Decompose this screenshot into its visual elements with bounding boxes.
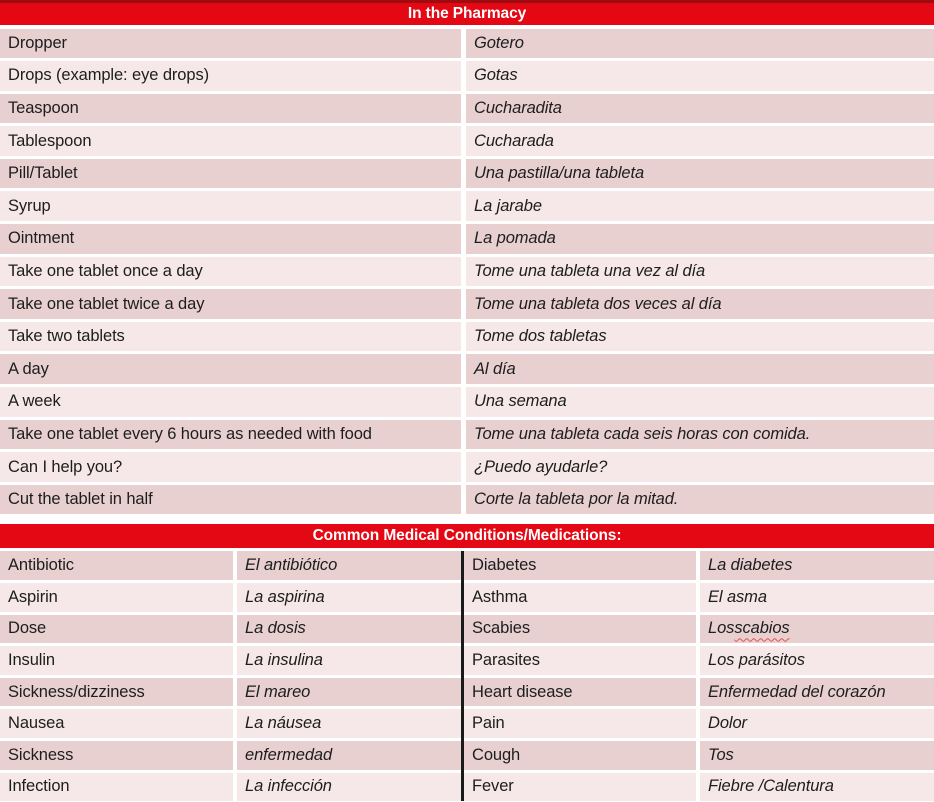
table-row (0, 191, 934, 221)
spanish-term: Dolor (700, 709, 934, 738)
spanish-term: Una pastilla/una tableta (466, 159, 934, 189)
english-term: Fever (464, 773, 696, 802)
spanish-term: Tome una tableta una vez al día (466, 257, 934, 287)
medical-table-rows (0, 551, 934, 801)
spanish-term: La náusea (237, 709, 461, 738)
english-term: Take two tablets (0, 322, 461, 352)
table-row (0, 773, 934, 802)
spanish-term: Enfermedad del corazón (700, 678, 934, 707)
english-term: Take one tablet once a day (0, 257, 461, 287)
table-row (0, 646, 934, 675)
spanish-term: El mareo (237, 678, 461, 707)
medical-table (0, 524, 934, 801)
medical-table-header (0, 524, 934, 548)
table-row (0, 159, 934, 189)
table-row (0, 485, 934, 515)
english-term: A week (0, 387, 461, 417)
english-term: Dose (0, 615, 233, 644)
english-term: A day (0, 354, 461, 384)
english-term: Heart disease (464, 678, 696, 707)
english-term: Asthma (464, 583, 696, 612)
english-term: Dropper (0, 29, 461, 59)
english-term: Syrup (0, 191, 461, 221)
column-divider-line (461, 551, 464, 801)
english-term: Ointment (0, 224, 461, 254)
table-row (0, 583, 934, 612)
english-term: Diabetes (464, 551, 696, 580)
table-row (0, 322, 934, 352)
spanish-term (700, 615, 934, 644)
pharmacy-table-header (0, 0, 934, 25)
spanish-term: La aspirina (237, 583, 461, 612)
table-row (0, 257, 934, 287)
english-term: Sickness (0, 741, 233, 770)
table-row (0, 289, 934, 319)
spanish-term: La insulina (237, 646, 461, 675)
medical-table-body (0, 551, 934, 801)
spanish-term: Corte la tableta por la mitad. (466, 485, 934, 515)
spanish-term: Gotas (466, 61, 934, 91)
spanish-term: La diabetes (700, 551, 934, 580)
spanish-term: ¿Puedo ayudarle? (466, 452, 934, 482)
english-term: Sickness/dizziness (0, 678, 233, 707)
english-term: Antibiotic (0, 551, 233, 580)
spanish-term: Al día (466, 354, 934, 384)
english-term: Take one tablet twice a day (0, 289, 461, 319)
spanish-term: enfermedad (237, 741, 461, 770)
english-term: Teaspoon (0, 94, 461, 124)
english-term: Parasites (464, 646, 696, 675)
table-row (0, 61, 934, 91)
table-row (0, 354, 934, 384)
spanish-term: La infección (237, 773, 461, 802)
table-row (0, 387, 934, 417)
table-row (0, 678, 934, 707)
spanish-term: Tos (700, 741, 934, 770)
english-term: Insulin (0, 646, 233, 675)
spanish-term: Tome una tableta cada seis horas con comida. (466, 420, 934, 450)
spanish-term: Los parásitos (700, 646, 934, 675)
spanish-term: Cucharadita (466, 94, 934, 124)
english-term: Pain (464, 709, 696, 738)
english-term: Can I help you? (0, 452, 461, 482)
spanish-term: La pomada (466, 224, 934, 254)
pharmacy-table-rows (0, 29, 934, 515)
english-term: Infection (0, 773, 233, 802)
table-row (0, 126, 934, 156)
english-term: Aspirin (0, 583, 233, 612)
english-term: Pill/Tablet (0, 159, 461, 189)
spanish-term: Cucharada (466, 126, 934, 156)
pharmacy-table-title: In the Pharmacy (407, 5, 527, 22)
spanish-term: Tome dos tabletas (466, 322, 934, 352)
spanish-term: El antibiótico (237, 551, 461, 580)
english-term: Drops (example: eye drops) (0, 61, 461, 91)
spanish-term: El asma (700, 583, 934, 612)
table-row (0, 709, 934, 738)
english-term: Take one tablet every 6 hours as needed with food (0, 420, 461, 450)
medical-table-title: Common Medical Conditions/Medications: (312, 527, 622, 545)
table-row (0, 224, 934, 254)
english-term: Cough (464, 741, 696, 770)
english-term: Nausea (0, 709, 233, 738)
spanish-term-prefix: Los (708, 619, 735, 638)
english-term: Cut the tablet in half (0, 485, 461, 515)
spanish-term: La jarabe (466, 191, 934, 221)
spanish-term: Una semana (466, 387, 934, 417)
spanish-term: Gotero (466, 29, 934, 59)
misspelled-word-with-spellcheck-underline: scabios (734, 619, 790, 638)
table-row (0, 741, 934, 770)
spanish-term: Fiebre /Calentura (700, 773, 934, 802)
table-row (0, 94, 934, 124)
table-row (0, 420, 934, 450)
table-row (0, 551, 934, 580)
english-term: Tablespoon (0, 126, 461, 156)
table-row (0, 29, 934, 59)
english-term: Scabies (464, 615, 696, 644)
spanish-term: Tome una tableta dos veces al día (466, 289, 934, 319)
table-row (0, 452, 934, 482)
spanish-term: La dosis (237, 615, 461, 644)
table-row (0, 615, 934, 644)
